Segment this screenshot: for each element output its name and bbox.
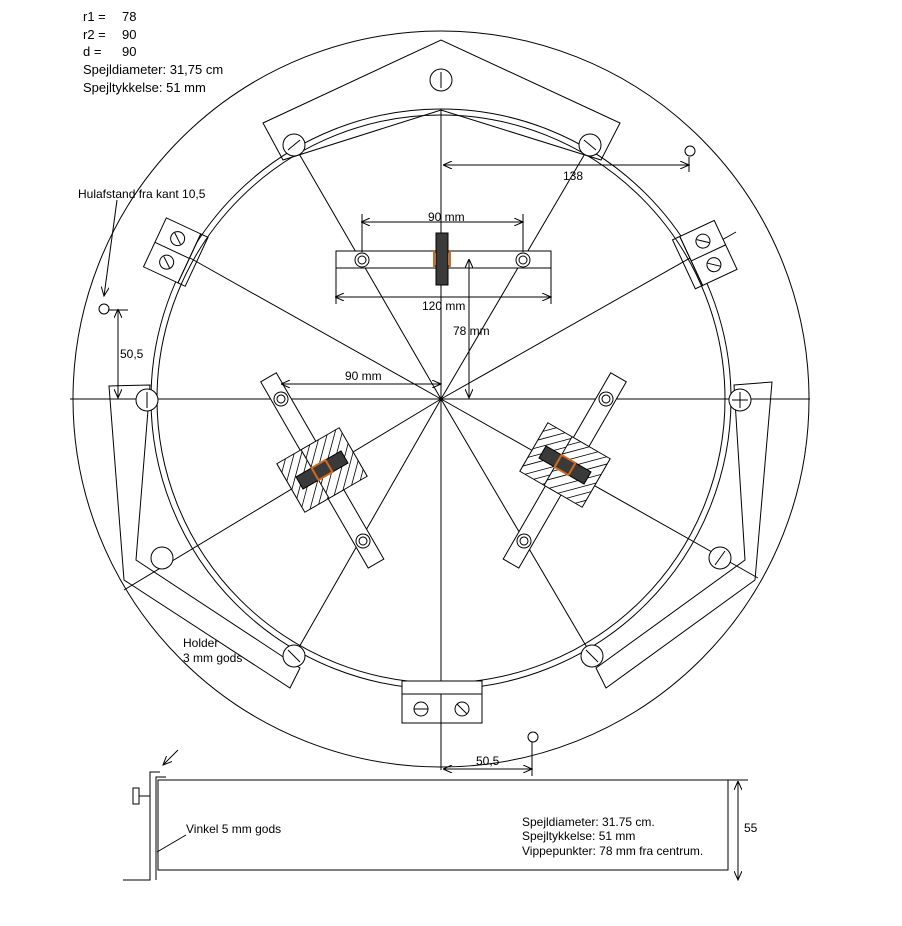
bolt-hole-icon	[151, 547, 173, 569]
reference-hole	[685, 146, 695, 156]
dim-90-left: 90 mm	[345, 369, 382, 383]
d-value: 90	[122, 44, 137, 59]
mounting-holes	[136, 69, 751, 667]
reference-hole	[528, 732, 538, 742]
side-spec-2: Spejltykkelse: 51 mm	[522, 829, 636, 843]
whiffletree-top	[336, 233, 551, 285]
dim-50-5-bottom: 50,5	[476, 754, 500, 768]
reference-hole	[99, 304, 109, 314]
d-label: d =	[83, 44, 102, 59]
support-lines	[70, 110, 810, 770]
dim-120: 120 mm	[422, 299, 466, 313]
holder-label-1: Holder	[183, 636, 219, 650]
side-spec-1: Spejldiameter: 31.75 cm.	[522, 815, 655, 829]
hatched-block-right	[520, 423, 610, 507]
r1-value: 78	[122, 9, 137, 24]
r2-label: r2 =	[83, 27, 106, 42]
r2-value: 90	[122, 27, 137, 42]
dim-138: 138	[563, 169, 584, 183]
pivot-pad	[436, 233, 448, 285]
hatched-block-left	[277, 428, 367, 512]
holder-label-2: 3 mm gods	[183, 651, 243, 665]
hole-distance-note: Hulafstand fra kant 10,5	[78, 187, 206, 201]
dim-55: 55	[744, 821, 758, 835]
dim-90-top: 90 mm	[428, 210, 465, 224]
mirror-thickness-text: Spejltykkelse: 51 mm	[83, 80, 206, 95]
dim-50-5-left: 50,5	[120, 347, 144, 361]
edge-clamp-bottom	[402, 681, 482, 723]
angle-label: Vinkel 5 mm gods	[186, 822, 282, 836]
dim-78: 78 mm	[453, 324, 490, 338]
edge-clamp-right	[673, 220, 738, 288]
side-spec-3: Vippepunkter: 78 mm fra centrum.	[522, 844, 704, 858]
mirror-diameter-text: Spejldiameter: 31,75 cm	[83, 62, 224, 77]
r1-label: r1 =	[83, 9, 106, 24]
spec-block	[83, 9, 223, 95]
